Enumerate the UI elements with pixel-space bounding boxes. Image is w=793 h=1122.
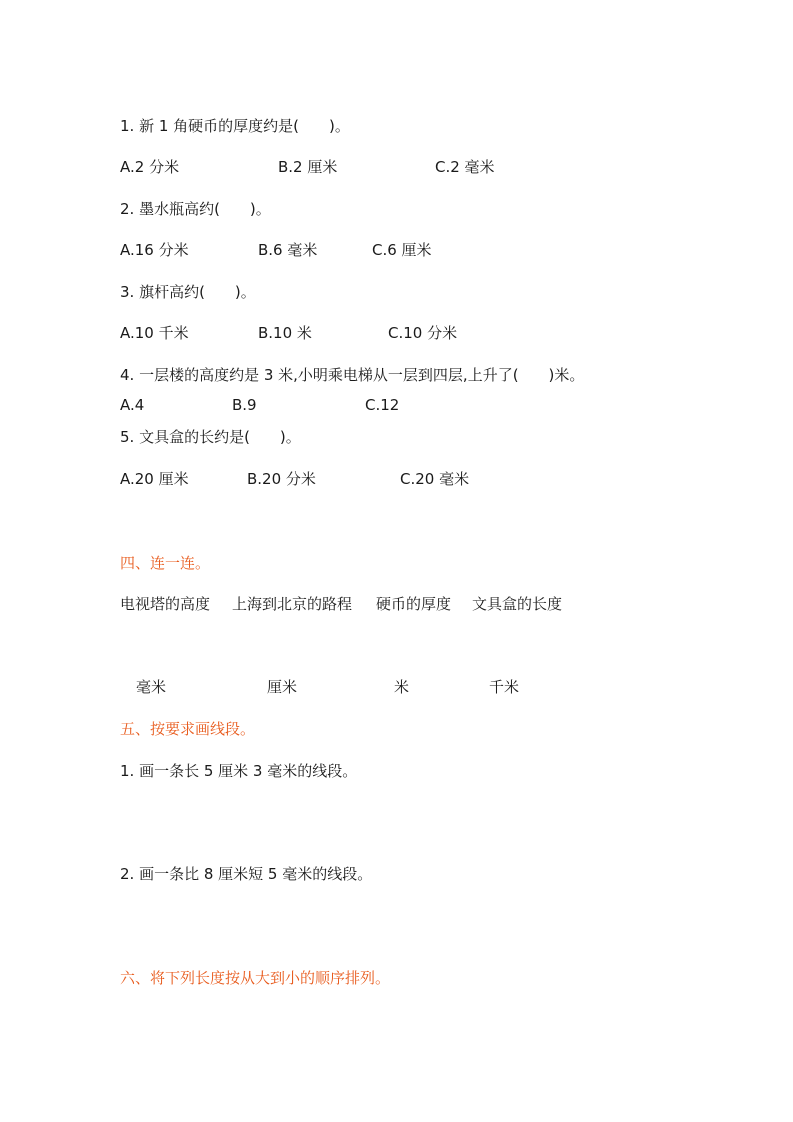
section-6-heading: 六、将下列长度按从大到小的顺序排列。 (120, 969, 391, 987)
question-2-option-a: A.16 分米 (120, 241, 189, 259)
question-4-option-a: A.4 (120, 396, 145, 414)
draw-task-2: 2. 画一条比 8 厘米短 5 毫米的线段。 (120, 865, 373, 883)
question-5-option-c: C.20 毫米 (400, 470, 470, 488)
question-3-option-b: B.10 米 (258, 324, 312, 342)
question-1-option-c: C.2 毫米 (435, 158, 495, 176)
question-5-stem: 5. 文具盒的长约是( )。 (120, 428, 301, 446)
match-unit-mm: 毫米 (136, 678, 167, 696)
match-item-tv-tower: 电视塔的高度 (120, 595, 211, 613)
draw-task-1: 1. 画一条长 5 厘米 3 毫米的线段。 (120, 762, 358, 780)
question-4-option-b: B.9 (232, 396, 257, 414)
match-unit-km: 千米 (489, 678, 520, 696)
match-item-shanghai-beijing: 上海到北京的路程 (232, 595, 353, 613)
question-4-option-c: C.12 (365, 396, 400, 414)
match-item-pencil-case: 文具盒的长度 (472, 595, 563, 613)
question-1-option-a: A.2 分米 (120, 158, 180, 176)
section-4-heading: 四、连一连。 (120, 554, 211, 572)
question-2-stem: 2. 墨水瓶高约( )。 (120, 200, 271, 218)
question-1-option-b: B.2 厘米 (278, 158, 338, 176)
question-2-option-b: B.6 毫米 (258, 241, 318, 259)
question-1-stem: 1. 新 1 角硬币的厚度约是( )。 (120, 117, 350, 135)
question-4-stem: 4. 一层楼的高度约是 3 米,小明乘电梯从一层到四层,上升了( )米。 (120, 366, 585, 384)
question-3-option-c: C.10 分米 (388, 324, 458, 342)
question-5-option-b: B.20 分米 (247, 470, 316, 488)
question-2-option-c: C.6 厘米 (372, 241, 432, 259)
question-5-option-a: A.20 厘米 (120, 470, 189, 488)
match-unit-cm: 厘米 (267, 678, 298, 696)
match-unit-m: 米 (394, 678, 410, 696)
section-5-heading: 五、按要求画线段。 (120, 720, 256, 738)
match-item-coin: 硬币的厚度 (376, 595, 452, 613)
question-3-option-a: A.10 千米 (120, 324, 189, 342)
question-3-stem: 3. 旗杆高约( )。 (120, 283, 256, 301)
